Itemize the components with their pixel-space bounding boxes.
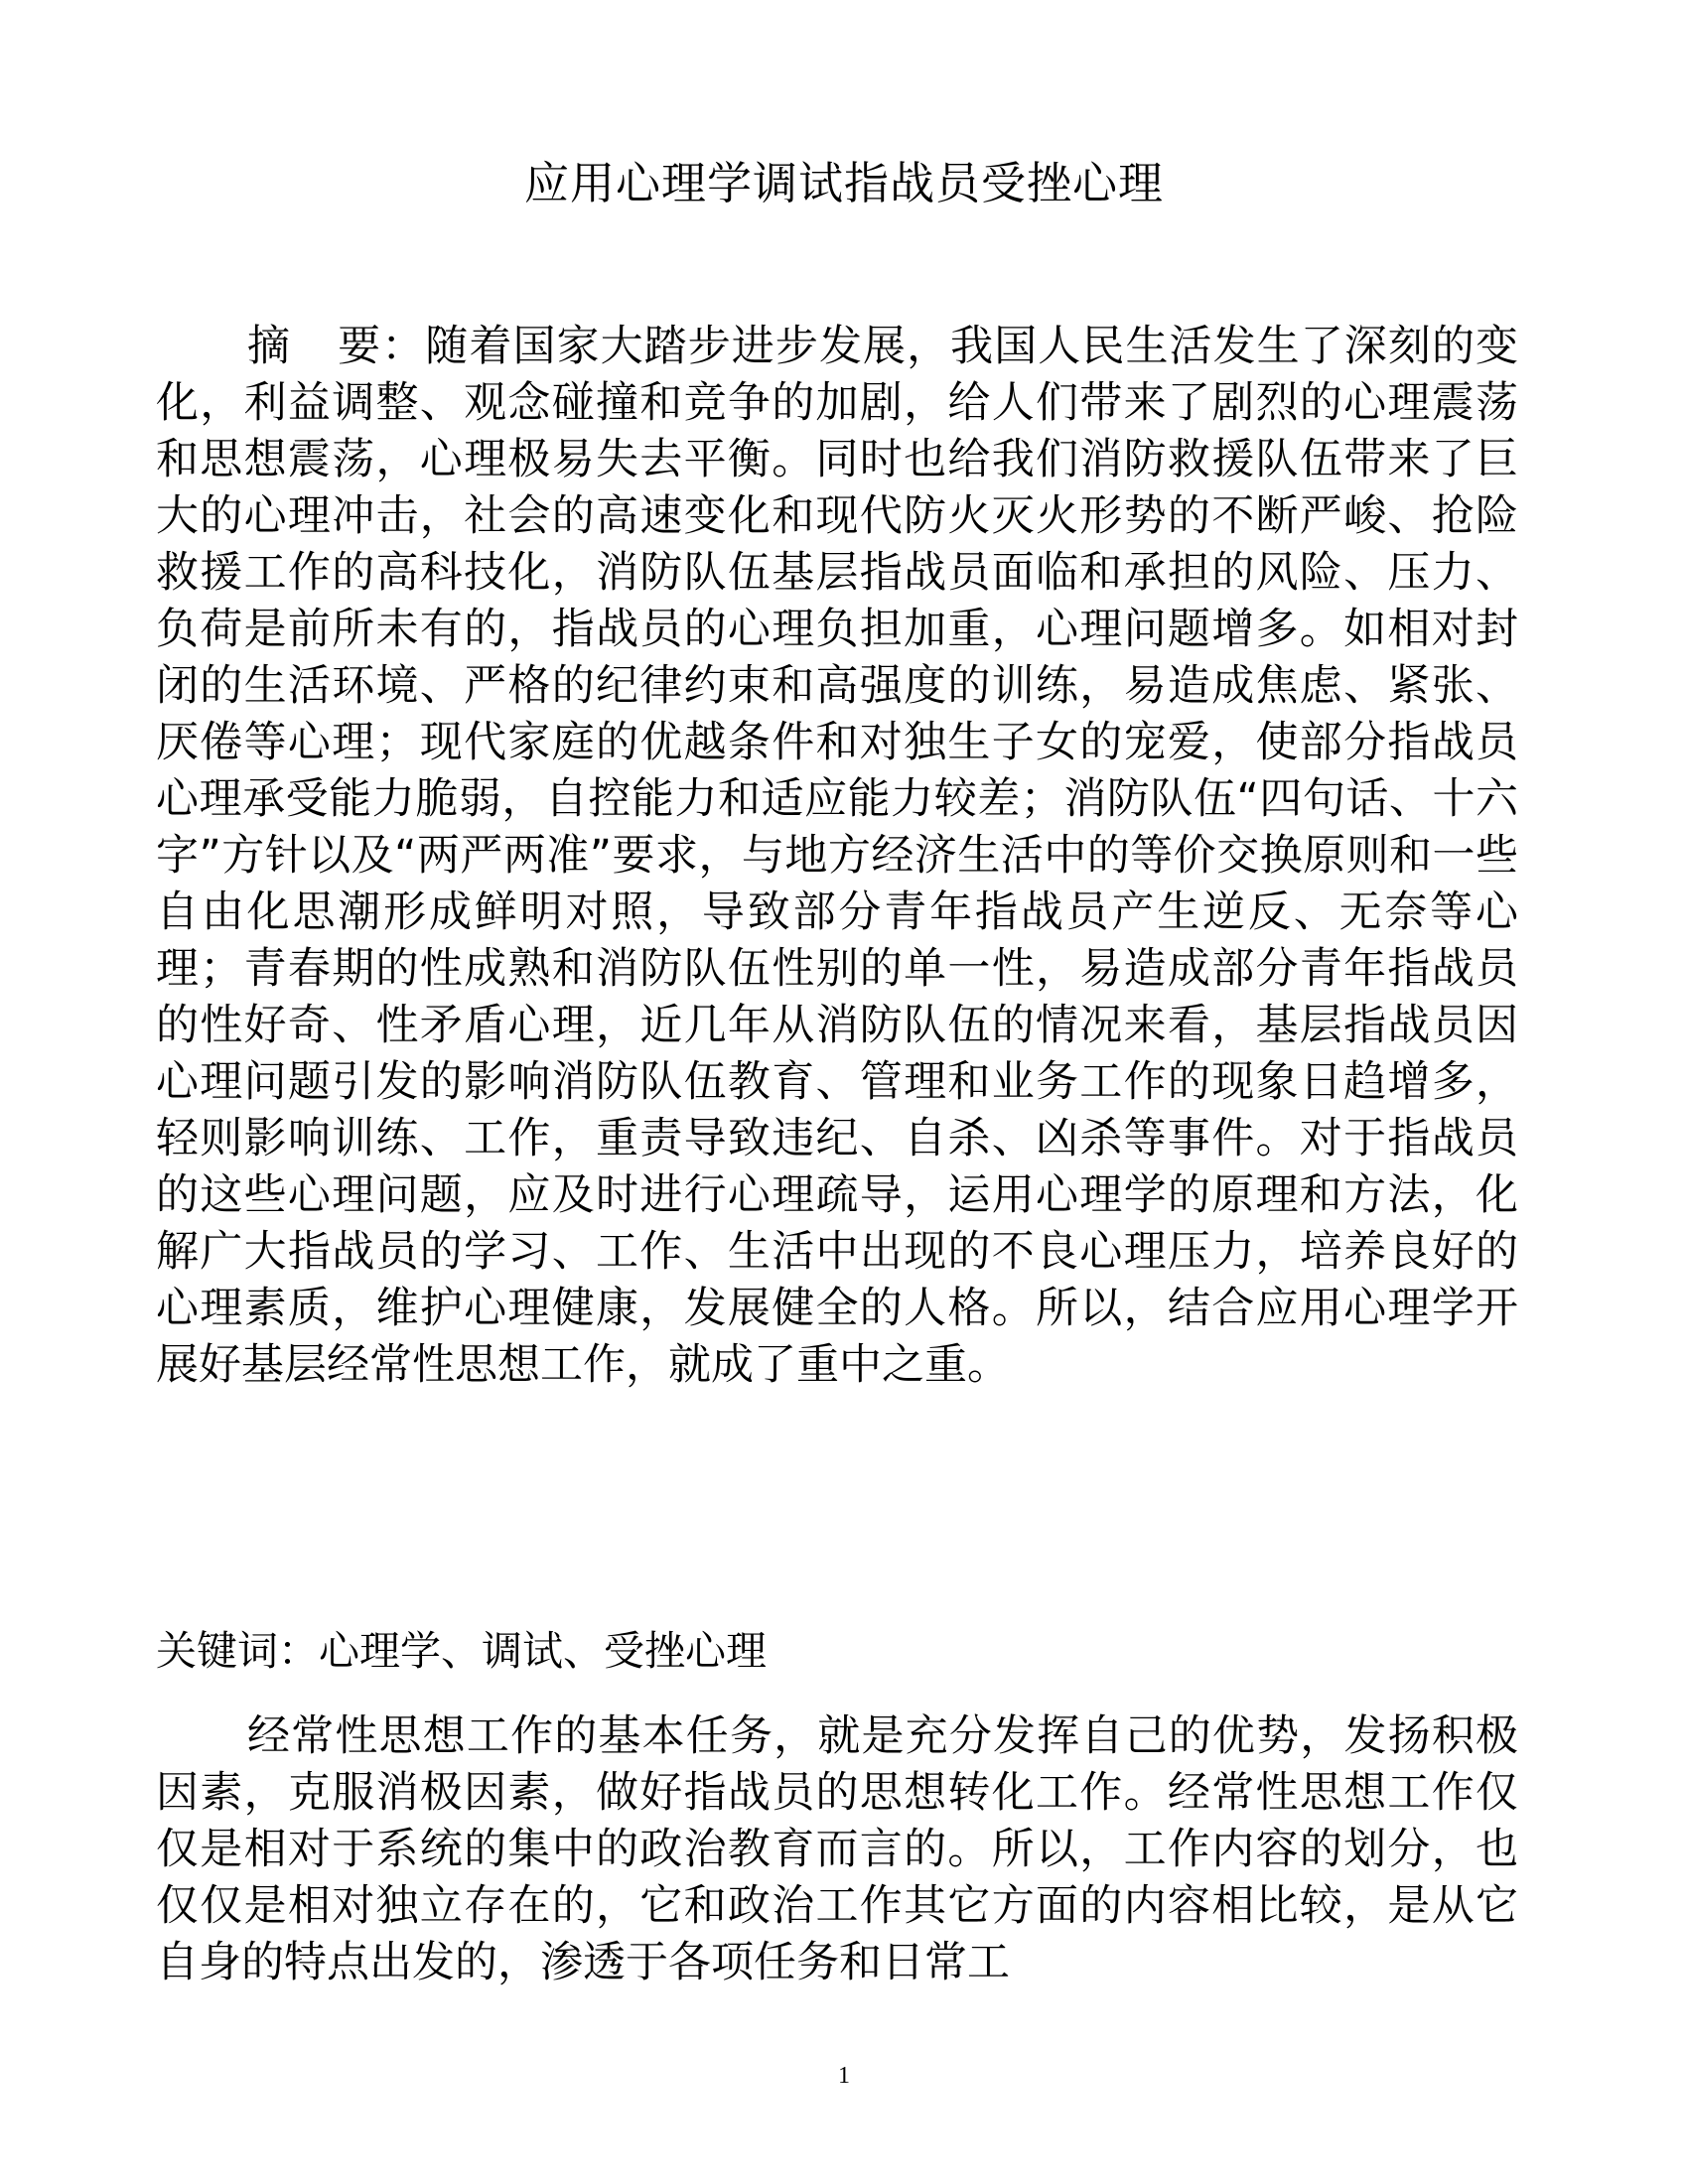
document-title: 应用心理学调试指战员受挫心理 bbox=[523, 157, 1164, 209]
keywords-line: 关键词：心理学、调试、受挫心理 bbox=[156, 1627, 767, 1675]
page-number: 1 bbox=[838, 2063, 850, 2089]
abstract-paragraph bbox=[156, 319, 1518, 1394]
abstract-label-left: 摘 bbox=[247, 322, 292, 371]
abstract-label-right: 要： bbox=[337, 322, 426, 371]
abstract-text: 随着国家大踏步进步发展，我国人民生活发生了深刻的变化，利益调整、观念碰撞和竞争的加剧，给人们带来了剧烈的心理震荡和思想震荡，心理极易失去平衡。同时也给我们消防救援队伍带来了巨大的心理冲击，社会的高速变化和现代防火灭火形势的不断严峻、抢险救援工作的高科技化，消防队伍基层指战员面临和承担的风险、压力、负荷是前所未有的，指战员的心理负担加重，心理问题增多。如相对封闭的生活环境、严格的纪律约束和高强度的训练，易造成焦虑、紧张、厌倦等心理；现代家庭的优越条件和对独生子女的宠爱，使部分指战员心理承受能力脆弱，自控能力和适应能力较差；消防队伍“四句话、十六字”方针以及“两严两准”要求，与地方经济生活中的等价交换原则和一些自由化思潮形成鲜明对照，导致部分青年指战员产生逆反、无奈等心理；青春期的性成熟和消防队伍性别的单一性，易造成部分青年指战员的性好奇、性矛盾心理，近几年从消防队伍的情况来看，基层指战员因心理问题引发的影响消防队伍教育、管理和业务工作的现象日趋增多，轻则影响训练、工作，重责导致违纪、自杀、凶杀等事件。对于指战员的这些心理问题，应及时进行心理疏导，运用心理学的原理和方法，化解广大指战员的学习、工作、生活中出现的不良心理压力，培养良好的心理素质，维护心理健康，发展健全的人格。所以，结合应用心理学开展好基层经常性思想工作，就成了重中之重。 bbox=[156, 322, 1519, 1390]
body-paragraph: 经常性思想工作的基本任务，就是充分发挥自己的优势，发扬积极因素，克服消极因素，做好指战员的思想转化工作。经常性思想工作仅仅是相对于系统的集中的政治教育而言的。所以，工作内容的划分，也仅仅是相对独立存在的，它和政治工作其它方面的内容相比较，是从它自身的特点出发的，渗透于各项任务和日常工 bbox=[156, 1711, 1518, 1987]
